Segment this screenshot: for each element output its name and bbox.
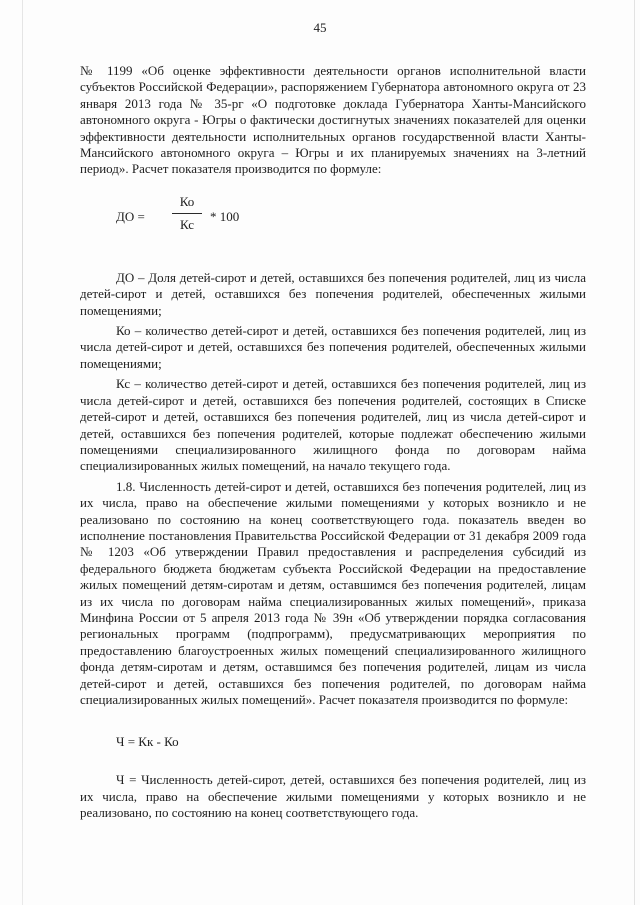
paragraph-intro: № 1199 «Об оценке эффективности деятельности органов исполнительной власти субъектов Российской Федерации», распоряжением Губернатора автономного округа от 23 января 2013 года № 35-рг «О подготовке доклада Губернатора Ханты-Мансийского автономного округа - Югры о фактически достигнутых значениях показателей для оценки эффективности деятельности исполнительных органов государственной власти Ханты-Мансийского автономного округа – Югры и их планируемых значениях на 3-летний период». Расчет показателя производится по формуле: bbox=[80, 63, 586, 177]
page-scan-edge-left bbox=[22, 0, 23, 905]
formula-do-rhs: * 100 bbox=[210, 208, 240, 224]
formula-ch: Ч = Кк - Ко bbox=[116, 734, 179, 750]
document-body bbox=[80, 63, 586, 822]
definition-ks: Кс – количество детей-сирот и детей, оставшихся без попечения родителей, лиц из числа детей-сирот и детей, оставшихся без попечения родителей, состоящих в Списке детей-сирот и детей, оставшихся без попечения родителей, лиц из числа детей-сирот и детей, оставшихся без попечения родителей, которые подлежат обеспечению жилыми помещениями специализированного жилищного фонда по договорам найма специализированных жилых помещений, на начало текущего года. bbox=[80, 376, 586, 474]
definition-do: ДО – Доля детей-сирот и детей, оставшихся без попечения родителей, лиц из числа детей-сирот и детей, оставшихся без попечения родителей, обеспеченных жилыми помещениями; bbox=[80, 269, 586, 318]
formula-do-numerator: Ко bbox=[179, 193, 195, 209]
formula-do-fraction bbox=[172, 194, 202, 233]
definition-ko: Ко – количество детей-сирот и детей, оставшихся без попечения родителей, лиц из числа детей-сирот и детей, оставшихся без попечения родителей, обеспеченных жилыми помещениями; bbox=[80, 323, 586, 371]
page-number: 45 bbox=[313, 20, 327, 35]
definition-ch: Ч = Численность детей-сирот, детей, оставшихся без попечения родителей, лиц из их числа, право на обеспечение жилыми помещениями у которых возникло и не реализовано, по состоянию на конец соответствующего года. bbox=[80, 772, 586, 821]
fraction-bar bbox=[172, 213, 202, 214]
page-scan-edge-right bbox=[634, 0, 635, 905]
formula-do-lhs: ДО = bbox=[116, 208, 145, 224]
formula-do-denominator: Кс bbox=[179, 216, 195, 232]
section-1-8: 1.8. Численность детей-сирот и детей, оставшихся без попечения родителей, лиц из их числа, право на обеспечение жилыми помещениями у которых возникло и не реализовано по состоянию на конец соответствующего года. показатель введен во исполнение постановления Правительства Российской Федерации от 31 декабря 2009 года № 1203 «Об утверждении Правил предоставления и распределения субсидий из федерального бюджета бюджетам субъекта Российской Федерации на предоставление жилых помещений детям-сиротам и детям, оставшимся без попечения родителей, лицам из их числа по договорам найма специализированных жилых помещений», приказа Минфина России от 5 апреля 2013 года № 39н «Об утверждении порядка согласования региональных программ (подпрограмм), предусматривающих мероприятия по предоставлению благоустроенных жилых помещений специализированного жилищного фонда детям-сиротам и детям, оставшимся без попечения родителей, лицам из числа детей-сирот и детей, оставшихся без попечения родителей, по договорам найма специализированных жилых помещений». Расчет показателя производится по формуле: bbox=[80, 478, 586, 707]
formula-do bbox=[80, 194, 586, 244]
